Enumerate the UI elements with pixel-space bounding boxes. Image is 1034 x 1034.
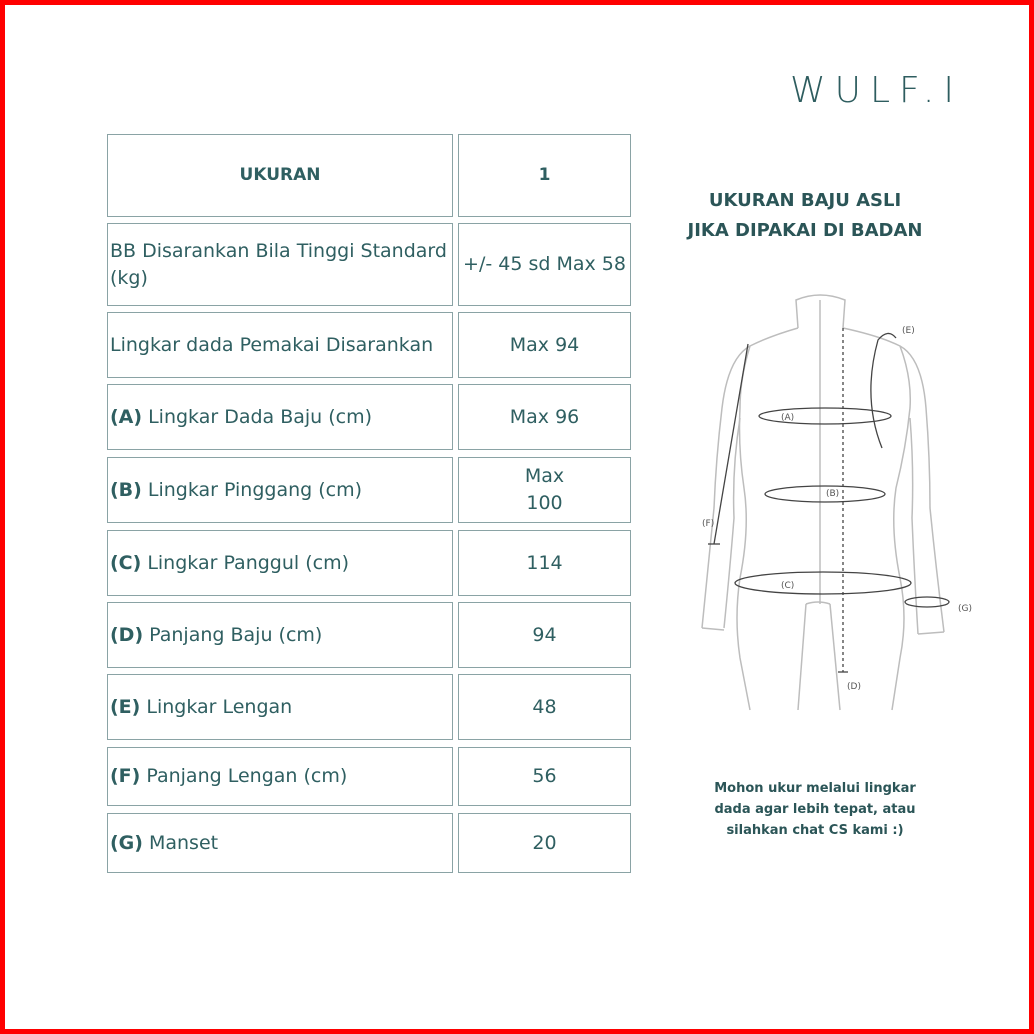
side-title [660,186,950,246]
row-value: 20 [458,813,631,873]
row-label-text: BB Disarankan Bila Tinggi Standard (kg) [110,239,447,289]
row-value: +/- 45 sd Max 58 [458,223,631,306]
row-code: (G) [110,831,143,854]
row-label [107,747,453,806]
row-label-text: Lingkar Dada Baju (cm) [148,405,373,428]
row-label [107,457,453,523]
label-b: (B) [826,489,840,499]
row-value-text: Max 100 [524,465,565,514]
row-label-text: Panjang Lengan (cm) [146,765,348,787]
row-label [107,674,453,740]
row-code: (A) [110,405,143,428]
brand-logo: WULF.I [790,70,963,111]
row-label-text: Lingkar Pinggang (cm) [147,478,363,501]
label-a: (A) [781,413,795,423]
row-value: 114 [458,530,631,596]
note-line: silahkan chat CS kami :) [726,823,904,838]
note-line: dada agar lebih tepat, atau [714,802,916,817]
row-code: (F) [110,765,141,787]
table-header-label: UKURAN [107,134,453,217]
row-label [107,602,453,668]
label-g: (G) [958,604,972,614]
row-value: 56 [458,747,631,806]
row-value: Max 94 [458,312,631,378]
row-code: (E) [110,695,141,718]
label-f: (F) [702,519,715,529]
row-label-text: Panjang Baju (cm) [149,623,323,646]
row-value-text: Max 96 [509,405,580,428]
row-value: 48 [458,674,631,740]
row-label-text: Lingkar dada Pemakai Disarankan [110,333,434,356]
row-code: (D) [110,623,144,646]
mannequin-illustration [690,288,980,718]
row-label-text: Lingkar Panggul (cm) [147,551,349,574]
row-label [107,312,453,378]
measurement-note [690,778,940,841]
label-e: (E) [902,326,915,336]
label-d: (D) [847,682,861,692]
row-value: 94 [458,602,631,668]
row-value [458,384,631,450]
row-label [107,384,453,450]
table-header-value: 1 [458,134,631,217]
row-value [458,457,631,523]
row-code: (B) [110,478,142,501]
row-label [107,223,453,306]
side-title-line: UKURAN BAJU ASLI [708,190,902,211]
note-line: Mohon ukur melalui lingkar [714,781,916,796]
row-label-text: Lingkar Lengan [146,695,293,718]
row-code: (C) [110,551,142,574]
side-title-line: JIKA DIPAKAI DI BADAN [687,220,923,241]
row-label-text: Manset [148,831,219,854]
row-label [107,813,453,873]
label-c: (C) [781,581,795,591]
row-label [107,530,453,596]
